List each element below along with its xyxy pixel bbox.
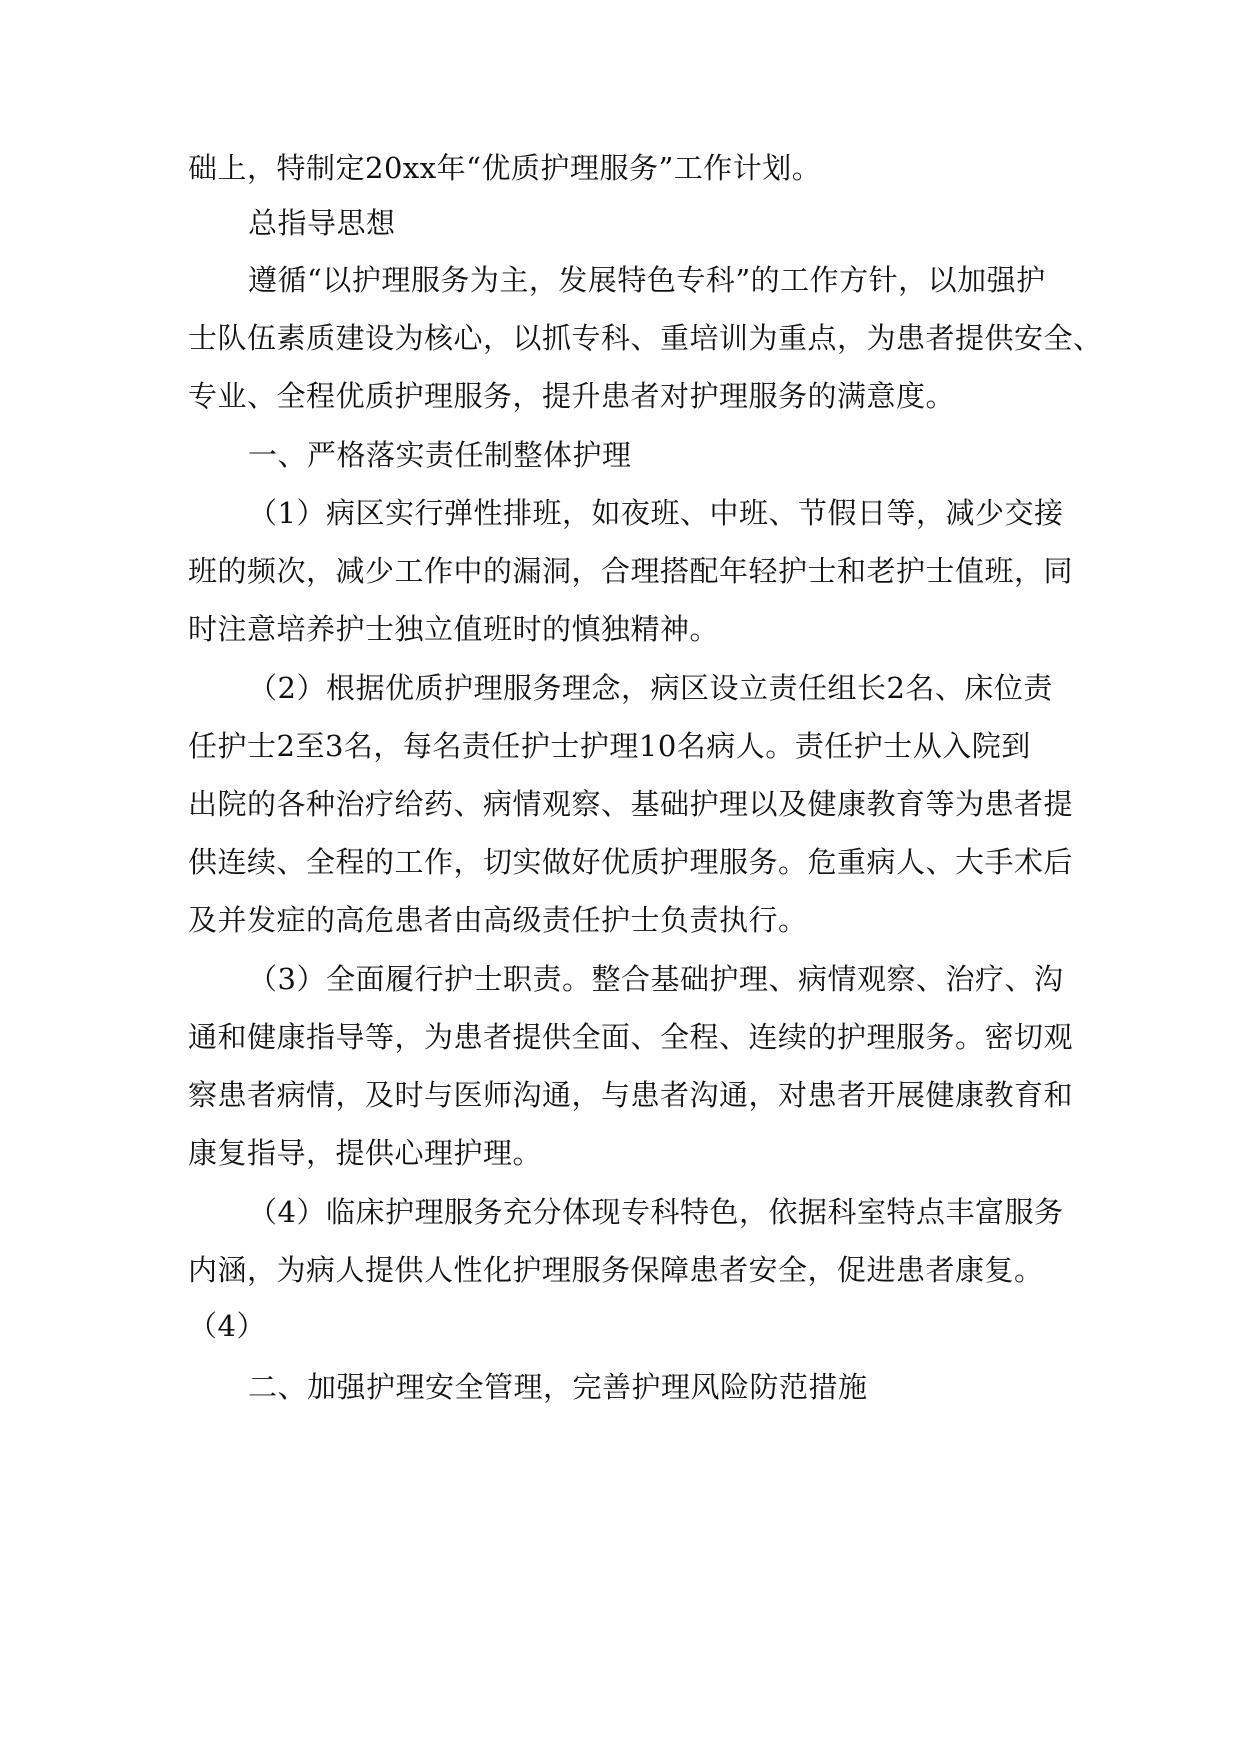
paragraph-line: 康复指导，提供心理护理。	[188, 1136, 543, 1170]
paragraph-line: （4）	[188, 1309, 266, 1343]
paragraph-line: 及并发症的高危患者由高级责任护士负责执行。	[188, 903, 808, 937]
paragraph-line: （4）临床护理服务充分体现专科特色，依据科室特点丰富服务	[248, 1195, 1064, 1229]
paragraph-line: 察患者病情，及时与医师沟通，与患者沟通，对患者开展健康教育和	[188, 1078, 1074, 1112]
section-heading: 二、加强护理安全管理，完善护理风险防范措施	[248, 1370, 868, 1404]
paragraph-line: 出院的各种治疗给药、病情观察、基础护理以及健康教育等为患者提	[188, 787, 1074, 821]
paragraph-line: 专业、全程优质护理服务，提升患者对护理服务的满意度。	[188, 379, 956, 413]
section-heading: 一、严格落实责任制整体护理	[248, 438, 632, 472]
section-heading: 总指导思想	[248, 206, 396, 240]
paragraph-line: （1）病区实行弹性排班，如夜班、中班、节假日等，减少交接	[248, 496, 1064, 530]
paragraph-line: 础上，特制定20xx年“优质护理服务”工作计划。	[188, 151, 822, 185]
paragraph-line: （2）根据优质护理服务理念，病区设立责任组长2名、床位责	[248, 671, 1053, 705]
paragraph-line: 内涵，为病人提供人性化护理服务保障患者安全，促进患者康复。	[188, 1253, 1044, 1287]
paragraph-line: 时注意培养护士独立值班时的慎独精神。	[188, 612, 720, 646]
paragraph-line: （3）全面履行护士职责。整合基础护理、病情观察、治疗、沟	[248, 962, 1064, 996]
paragraph-line: 通和健康指导等，为患者提供全面、全程、连续的护理服务。密切观	[188, 1020, 1074, 1054]
paragraph-line: 供连续、全程的工作，切实做好优质护理服务。危重病人、大手术后	[188, 845, 1074, 879]
paragraph-line: 任护士2至3名，每名责任护士护理10名病人。责任护士从入院到	[188, 729, 1031, 763]
paragraph-line: 士队伍素质建设为核心，以抓专科、重培训为重点，为患者提供安全、	[188, 321, 1103, 355]
paragraph-line: 班的频次，减少工作中的漏洞，合理搭配年轻护士和老护士值班，同	[188, 554, 1074, 588]
paragraph-line: 遵循“以护理服务为主，发展特色专科”的工作方针，以加强护	[248, 263, 1046, 297]
